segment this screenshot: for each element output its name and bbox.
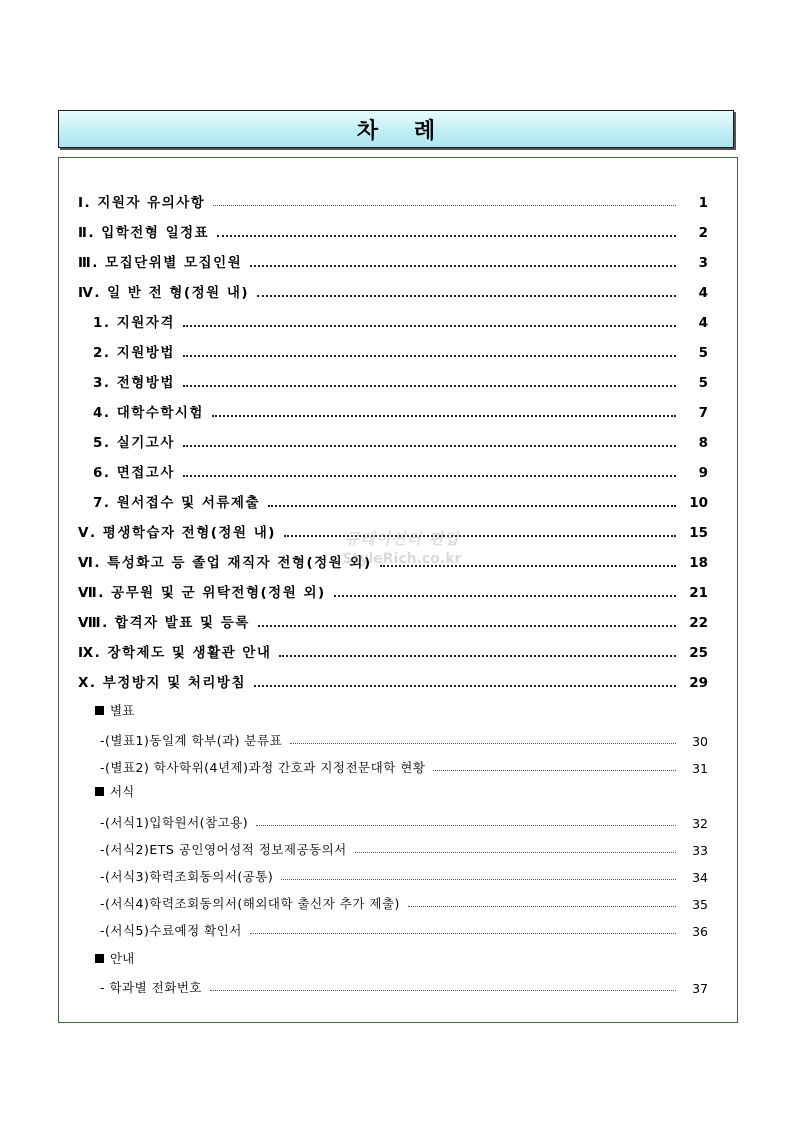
toc-label: 2. 지원방법	[93, 345, 175, 361]
toc-page: 35	[692, 897, 708, 912]
toc-page: 3	[698, 255, 708, 271]
toc-entry-10[interactable]	[78, 669, 708, 691]
form-entry-3[interactable]	[100, 863, 708, 885]
toc-entry-6[interactable]	[78, 549, 708, 571]
page-title: 차 례	[356, 118, 450, 144]
dot-leader	[380, 553, 676, 567]
dot-leader	[334, 583, 676, 597]
dot-leader	[183, 313, 676, 327]
toc-page: 5	[698, 345, 708, 361]
dot-leader	[279, 643, 676, 657]
dot-leader	[433, 758, 676, 771]
toc-page: 15	[689, 525, 708, 541]
toc-page: 31	[692, 761, 708, 776]
toc-entry-4-6[interactable]	[93, 459, 708, 481]
dot-leader	[258, 613, 676, 627]
toc-label: Ⅳ. 일 반 전 형(정원 내)	[78, 285, 250, 301]
toc-label: 3. 전형방법	[93, 375, 175, 391]
toc-label: -(서식3)학력조회동의서(공통)	[100, 869, 274, 884]
section-heading-appendix	[95, 700, 134, 720]
toc-entry-4-3[interactable]	[93, 369, 708, 391]
toc-page: 4	[698, 315, 708, 331]
square-bullet-icon	[95, 954, 104, 963]
section-heading-guide	[95, 948, 134, 968]
watermark-line-2: StyleRich.co.kr	[342, 551, 462, 567]
dot-leader	[217, 223, 676, 237]
toc-entry-4-4[interactable]	[93, 399, 708, 421]
toc-label: Ⅹ. 부정방지 및 처리방침	[78, 675, 247, 691]
dot-leader	[290, 731, 676, 744]
toc-entry-9[interactable]	[78, 639, 708, 661]
toc-label: 1. 지원자격	[93, 315, 175, 331]
toc-page: 9	[698, 465, 708, 481]
toc-label: 7. 원서접수 및 서류제출	[93, 495, 260, 511]
toc-page: 37	[692, 981, 708, 996]
toc-label: Ⅰ. 지원자 유의사항	[78, 195, 206, 211]
toc-page: 21	[689, 585, 708, 601]
dot-leader	[268, 493, 676, 507]
toc-entry-3[interactable]	[78, 249, 708, 271]
toc-label: -(별표2) 학사학위(4년제)과정 간호과 지정전문대학 현황	[100, 760, 426, 775]
square-bullet-icon	[95, 787, 104, 796]
toc-entry-4-2[interactable]	[93, 339, 708, 361]
toc-label: -(서식5)수료예정 확인서	[100, 923, 242, 938]
form-entry-1[interactable]	[100, 809, 708, 831]
toc-page: 7	[698, 405, 708, 421]
form-entry-4[interactable]	[100, 890, 708, 912]
toc-label: -(서식4)학력조회동의서(해외대학 출신자 추가 제출)	[100, 896, 400, 911]
dot-leader	[183, 373, 676, 387]
toc-entry-4-5[interactable]	[93, 429, 708, 451]
toc-entry-4[interactable]	[78, 279, 708, 301]
toc-page: 36	[692, 924, 708, 939]
toc-page: 1	[698, 195, 708, 211]
toc-page: 32	[692, 816, 708, 831]
toc-label: Ⅱ. 입학전형 일정표	[78, 225, 210, 241]
dot-leader	[183, 343, 676, 357]
dot-leader	[257, 283, 676, 297]
toc-label: 5. 실기고사	[93, 435, 175, 451]
section-heading-label: 서식	[110, 784, 135, 799]
appendix-entry-1[interactable]	[100, 727, 708, 749]
dot-leader	[254, 673, 676, 687]
dot-leader	[355, 840, 676, 853]
section-heading-forms	[95, 781, 134, 801]
toc-entry-2[interactable]	[78, 219, 708, 241]
dot-leader	[408, 894, 676, 907]
watermark-line-1: 큐레이션러 편입	[344, 530, 460, 548]
form-entry-2[interactable]	[100, 836, 708, 858]
dot-leader	[256, 813, 676, 826]
dot-leader	[250, 921, 676, 934]
toc-label: 6. 면접고사	[93, 465, 175, 481]
toc-page: 29	[689, 675, 708, 691]
toc-page: 33	[692, 843, 708, 858]
toc-entry-4-7[interactable]	[93, 489, 708, 511]
toc-entry-5[interactable]	[78, 519, 708, 541]
dot-leader	[183, 463, 676, 477]
toc-label: -(별표1)동일계 학부(과) 분류표	[100, 733, 283, 748]
toc-page: 2	[698, 225, 708, 241]
toc-page: 22	[689, 615, 708, 631]
section-heading-label: 안내	[110, 951, 135, 966]
toc-page: 4	[698, 285, 708, 301]
toc-label: -(서식1)입학원서(참고용)	[100, 815, 249, 830]
dot-leader	[284, 523, 676, 537]
dot-leader	[210, 978, 676, 991]
toc-entry-1[interactable]	[78, 189, 708, 211]
appendix-entry-2[interactable]	[100, 754, 708, 776]
toc-label: 4. 대학수학시험	[93, 405, 204, 421]
toc-label: Ⅵ. 특성화고 등 졸업 재직자 전형(정원 외)	[78, 555, 372, 571]
guide-entry-1[interactable]	[100, 974, 708, 996]
toc-page: 18	[689, 555, 708, 571]
toc-page: 25	[689, 645, 708, 661]
dot-leader	[250, 253, 676, 267]
toc-label: Ⅴ. 평생학습자 전형(정원 내)	[78, 525, 276, 541]
form-entry-5[interactable]	[100, 917, 708, 939]
toc-entry-8[interactable]	[78, 609, 708, 631]
toc-page: 5	[698, 375, 708, 391]
toc-label: Ⅸ. 장학제도 및 생활관 안내	[78, 645, 272, 661]
dot-leader	[212, 403, 676, 417]
toc-page: 30	[692, 734, 708, 749]
section-heading-label: 별표	[110, 703, 135, 718]
toc-page: 8	[698, 435, 708, 451]
square-bullet-icon	[95, 706, 104, 715]
toc-page: 34	[692, 870, 708, 885]
toc-entry-7[interactable]	[78, 579, 708, 601]
title-banner	[58, 110, 734, 148]
toc-entry-4-1[interactable]	[93, 309, 708, 331]
toc-label: Ⅲ. 모집단위별 모집인원	[78, 255, 243, 271]
dot-leader	[213, 193, 676, 206]
toc-label: Ⅷ. 합격자 발표 및 등록	[78, 615, 250, 631]
toc-label: - 학과별 전화번호	[100, 980, 202, 995]
toc-label: Ⅶ. 공무원 및 군 위탁전형(정원 외)	[78, 585, 326, 601]
toc-label: -(서식2)ETS 공인영어성적 정보제공동의서	[100, 842, 347, 857]
dot-leader	[183, 433, 676, 447]
toc-page: 10	[689, 495, 708, 511]
dot-leader	[281, 867, 676, 880]
